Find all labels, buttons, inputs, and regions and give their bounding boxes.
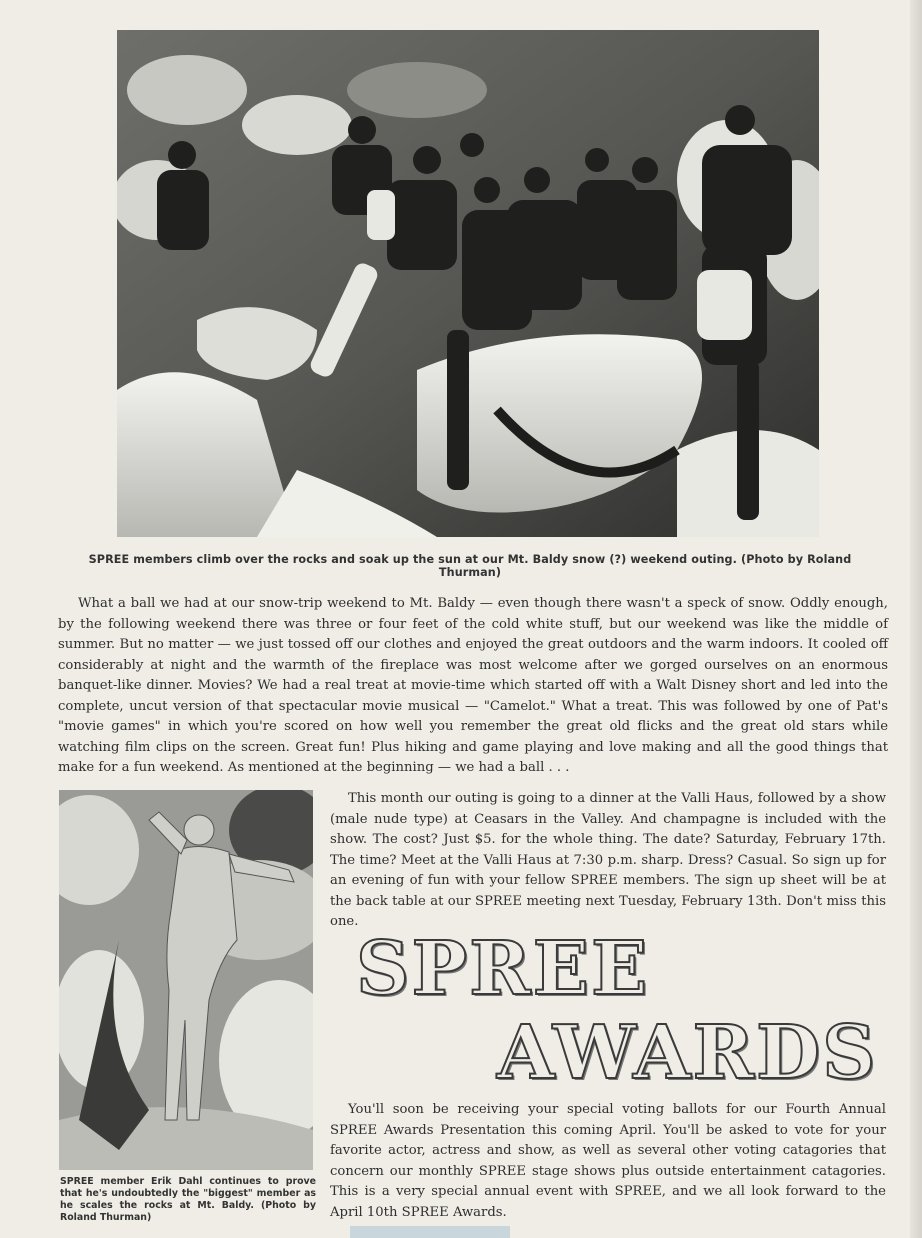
member-photo-illustration: [59, 790, 313, 1170]
group-photo-illustration: [117, 30, 819, 537]
group-photo-mt-baldy: [117, 30, 819, 537]
headline-awards: AWARDS: [497, 1010, 878, 1096]
group-photo-caption: SPREE members climb over the rocks and soak up the sun at our Mt. Baldy snow (?) weekend outing. (Photo by Roland Thurman): [88, 553, 852, 579]
page-bottom-artwork-fragment: [350, 1226, 510, 1238]
article-paragraph-valli-haus-outing: This month our outing is going to a dinner at the Valli Haus, followed by a show (male nude type) at Ceasars in the Valley. And champagne is included with the show. The cost? Just $5. for the whole thing. The date? Saturday, February 17th. The time? Meet at the Valli Haus at 7:30 p.m. sharp. Dress? Casual. So sign up for an evening of fun with your fellow SPREE members. The sign up sheet will be at the back table at our SPREE meeting next Tuesday, February 13th. Don't miss this one.: [330, 791, 886, 929]
page-edge-shadow: [910, 0, 922, 1238]
article-paragraph-spree-awards: You'll soon be receiving your special voting ballots for our Fourth Annual SPREE Awards Presentation this coming April. You'll be asked to vote for your favorite actor, actress and show, as well as several other voting catagories that concern our monthly SPREE stage shows plus outside entertainment catagories. This is a very special annual event with SPREE, and we all look forward to the April 10th SPREE Awards.: [330, 1102, 886, 1220]
member-photo-caption: SPREE member Erik Dahl continues to prove that he's undoubtedly the "biggest" member as he scales the rocks at Mt. Baldy. (Photo by Roland Thurman): [60, 1176, 316, 1223]
headline-spree: SPREE: [356, 926, 650, 1012]
member-photo-rocks: [59, 790, 313, 1170]
article-paragraph-snow-trip: What a ball we had at our snow-trip weekend to Mt. Baldy — even though there wasn't a speck of snow. Oddly enough, by the following weekend there was three or four feet of the cold white stuff, but our weekend was like the middle of summer. But no matter — we just tossed off our clothes and enjoyed the great outdoors and the warm indoors. It cooled off considerably at night and the warmth of the fireplace was most welcome after we gorged ourselves on an enormous banquet-like dinner. Movies? We had a real treat at movie-time which started off with a Walt Disney short and led into the complete, uncut version of that spectacular movie musical — "Camelot." What a treat. This was followed by one of Pat's "movie games" in which you're scored on how well you remember the great old flicks and the great old stars while watching film clips on the screen. Great fun! Plus hiking and game playing and love making and all the good things that make for a fun weekend. As mentioned at the beginning — we had a ball . . .: [58, 596, 888, 775]
